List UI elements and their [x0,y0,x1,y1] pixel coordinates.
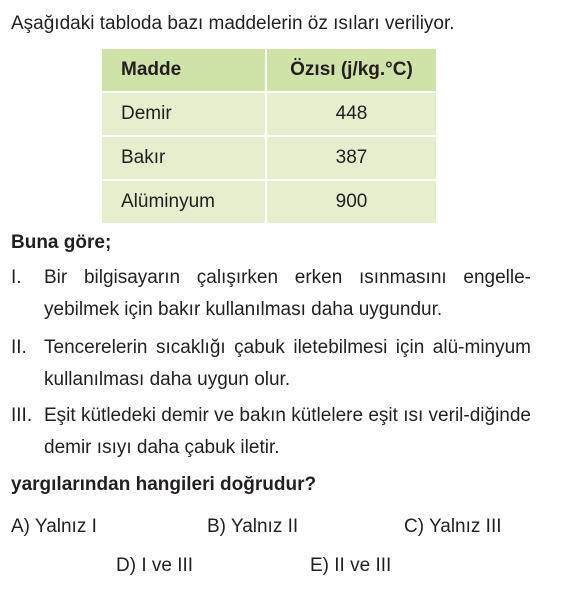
column-header-specific-heat: Özısı (j/kg.°C) [266,48,437,92]
table-header-row [101,48,437,92]
statement-number: III. [11,405,33,426]
statement-3 [11,400,531,464]
table-row [101,180,437,224]
statement-number: II. [11,337,27,358]
table-cell-value: 900 [266,180,437,224]
statement-number: I. [11,267,22,288]
table-row [101,92,437,136]
table-cell-value: 387 [266,136,437,180]
specific-heat-table [100,47,438,225]
option-b[interactable]: B) Yalnız II [207,516,299,537]
statement-text: Tencerelerin sıcaklığı çabuk iletebilmesi için alü-minyum kullanılması daha uygun olur. [44,337,531,390]
table-cell-substance: Demir [101,92,266,136]
statement-text: Bir bilgisayarın çalışırken erken ısınmasını engelle-yebilmek için bakır kullanılması daha uygundur. [44,267,531,320]
lead-text: Buna göre; [11,232,112,253]
statement-2 [11,332,531,396]
column-header-substance: Madde [101,48,266,92]
option-a[interactable]: A) Yalnız I [11,516,97,537]
intro-text: Aşağıdaki tabloda bazı maddelerin öz ısıları veriliyor. [11,13,455,34]
question-text: yargılarından hangileri doğrudur? [11,474,317,495]
statement-text: Eşit kütledeki demir ve bakın kütlelere eşit ısı veril-diğinde demir ısıyı daha çabuk iletir. [44,405,531,458]
table-cell-substance: Alüminyum [101,180,266,224]
option-e[interactable]: E) II ve III [310,555,392,576]
table-cell-value: 448 [266,92,437,136]
table-row [101,136,437,180]
option-d[interactable]: D) I ve III [116,555,194,576]
option-c[interactable]: C) Yalnız III [404,516,502,537]
statement-1 [11,262,531,326]
table-cell-substance: Bakır [101,136,266,180]
